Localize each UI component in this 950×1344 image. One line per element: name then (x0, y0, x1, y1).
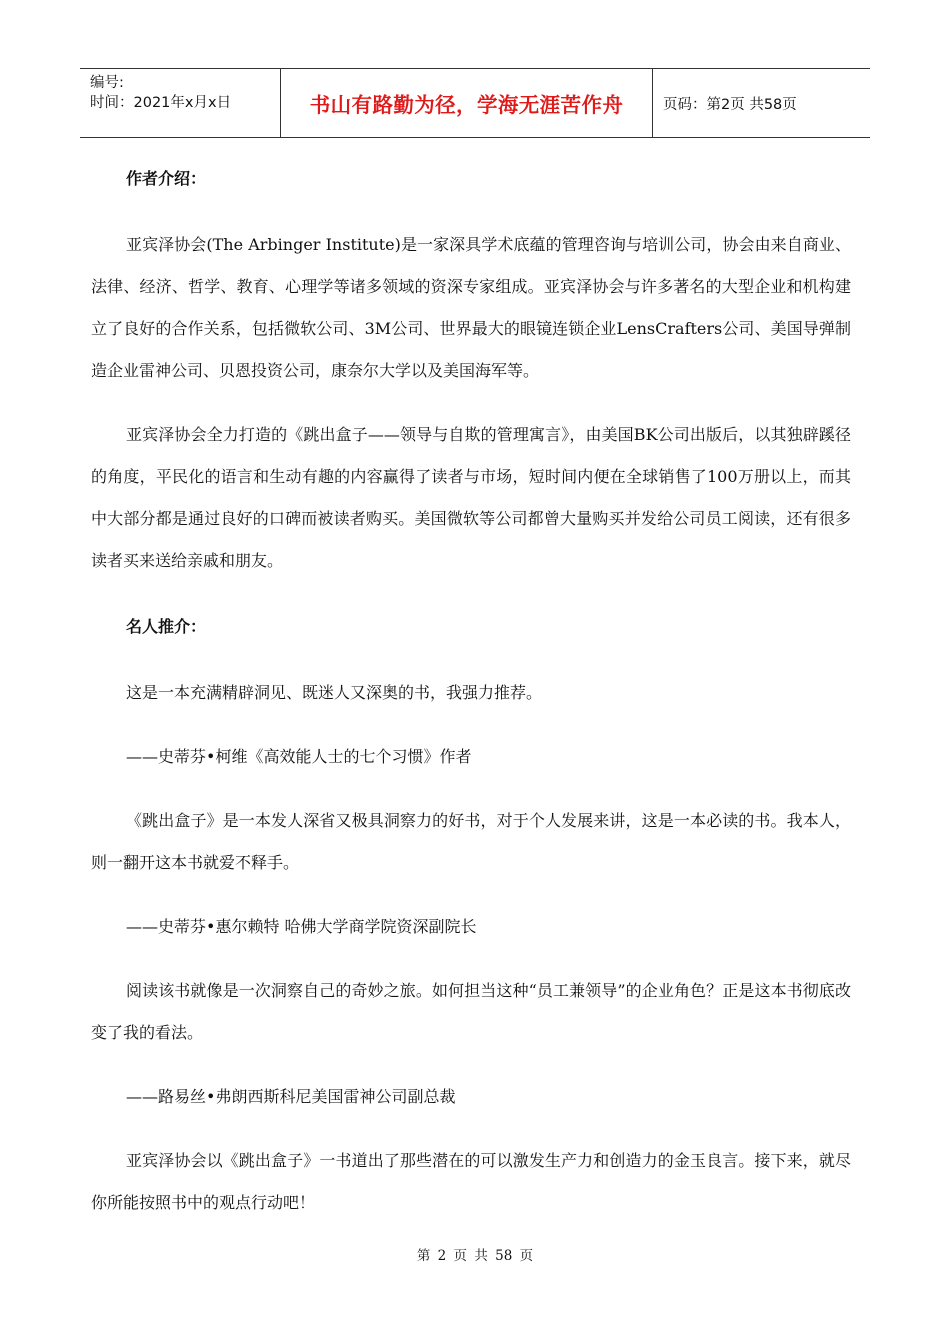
header-meta (80, 69, 281, 137)
document-number: 编号: (90, 75, 124, 91)
header-page-info: 页码：第2页 共58页 (663, 96, 797, 113)
header-motto: 书山有路勤为径，学海无涯苦作舟 (309, 93, 624, 117)
author-paragraph-1: 亚宾泽协会(The Arbinger Institute)是一家深具学术底蕴的管理咨询与培训公司，协会由来自商业、法律、经济、哲学、教育、心理学等诸多领域的资深专家组成。亚宾泽协会与许多著名的大型企业和机构建立了良好的合作关系，包括微软公司、3M公司、世界最大的眼镜连锁企业LensCrafters公司、美国导弹制造企业雷神公司、贝恩投资公司，康奈尔大学以及美国海军等。 (91, 235, 851, 380)
author-heading: 作者介绍： (126, 169, 207, 188)
quote-2: 《跳出盒子》是一本发人深省又极具洞察力的好书，对于个人发展来讲，这是一本必读的书。我本人，则一翻开这本书就爱不释手。 (91, 811, 851, 872)
quote-3: 阅读该书就像是一次洞察自己的奇妙之旅。如何担当这种“员工兼领导”的企业角色？正是这本书彻底改变了我的看法。 (91, 981, 851, 1042)
page-header (80, 68, 870, 138)
recommend-heading: 名人推介： (126, 617, 207, 636)
quote-4: 亚宾泽协会以《跳出盒子》一书道出了那些潜在的可以激发生产力和创造力的金玉良言。接下来，就尽你所能按照书中的观点行动吧！ (91, 1151, 851, 1212)
page-body (91, 162, 851, 1224)
quote-1-attribution: ——史蒂芬•柯维《高效能人士的七个习惯》作者 (126, 747, 472, 766)
page-footer: 第 2 页 共 58 页 (416, 1248, 534, 1264)
document-date: 时间：2021年x月x日 (90, 95, 232, 111)
header-motto-cell (281, 69, 653, 137)
quote-1: 这是一本充满精辟洞见、既迷人又深奥的书，我强力推荐。 (126, 683, 543, 702)
quote-2-attribution: ——史蒂芬•惠尔赖特 哈佛大学商学院资深副院长 (126, 917, 477, 936)
quote-3-attribution: ——路易丝•弗朗西斯科尼美国雷神公司副总裁 (126, 1087, 456, 1106)
author-paragraph-2: 亚宾泽协会全力打造的《跳出盒子——领导与自欺的管理寓言》，由美国BK公司出版后，以其独辟蹊径的角度，平民化的语言和生动有趣的内容赢得了读者与市场，短时间内便在全球销售了100万册以上，而其中大部分都是通过良好的口碑而被读者购买。美国微软等公司都曾大量购买并发给公司员工阅读，还有很多读者买来送给亲戚和朋友。 (91, 425, 851, 570)
